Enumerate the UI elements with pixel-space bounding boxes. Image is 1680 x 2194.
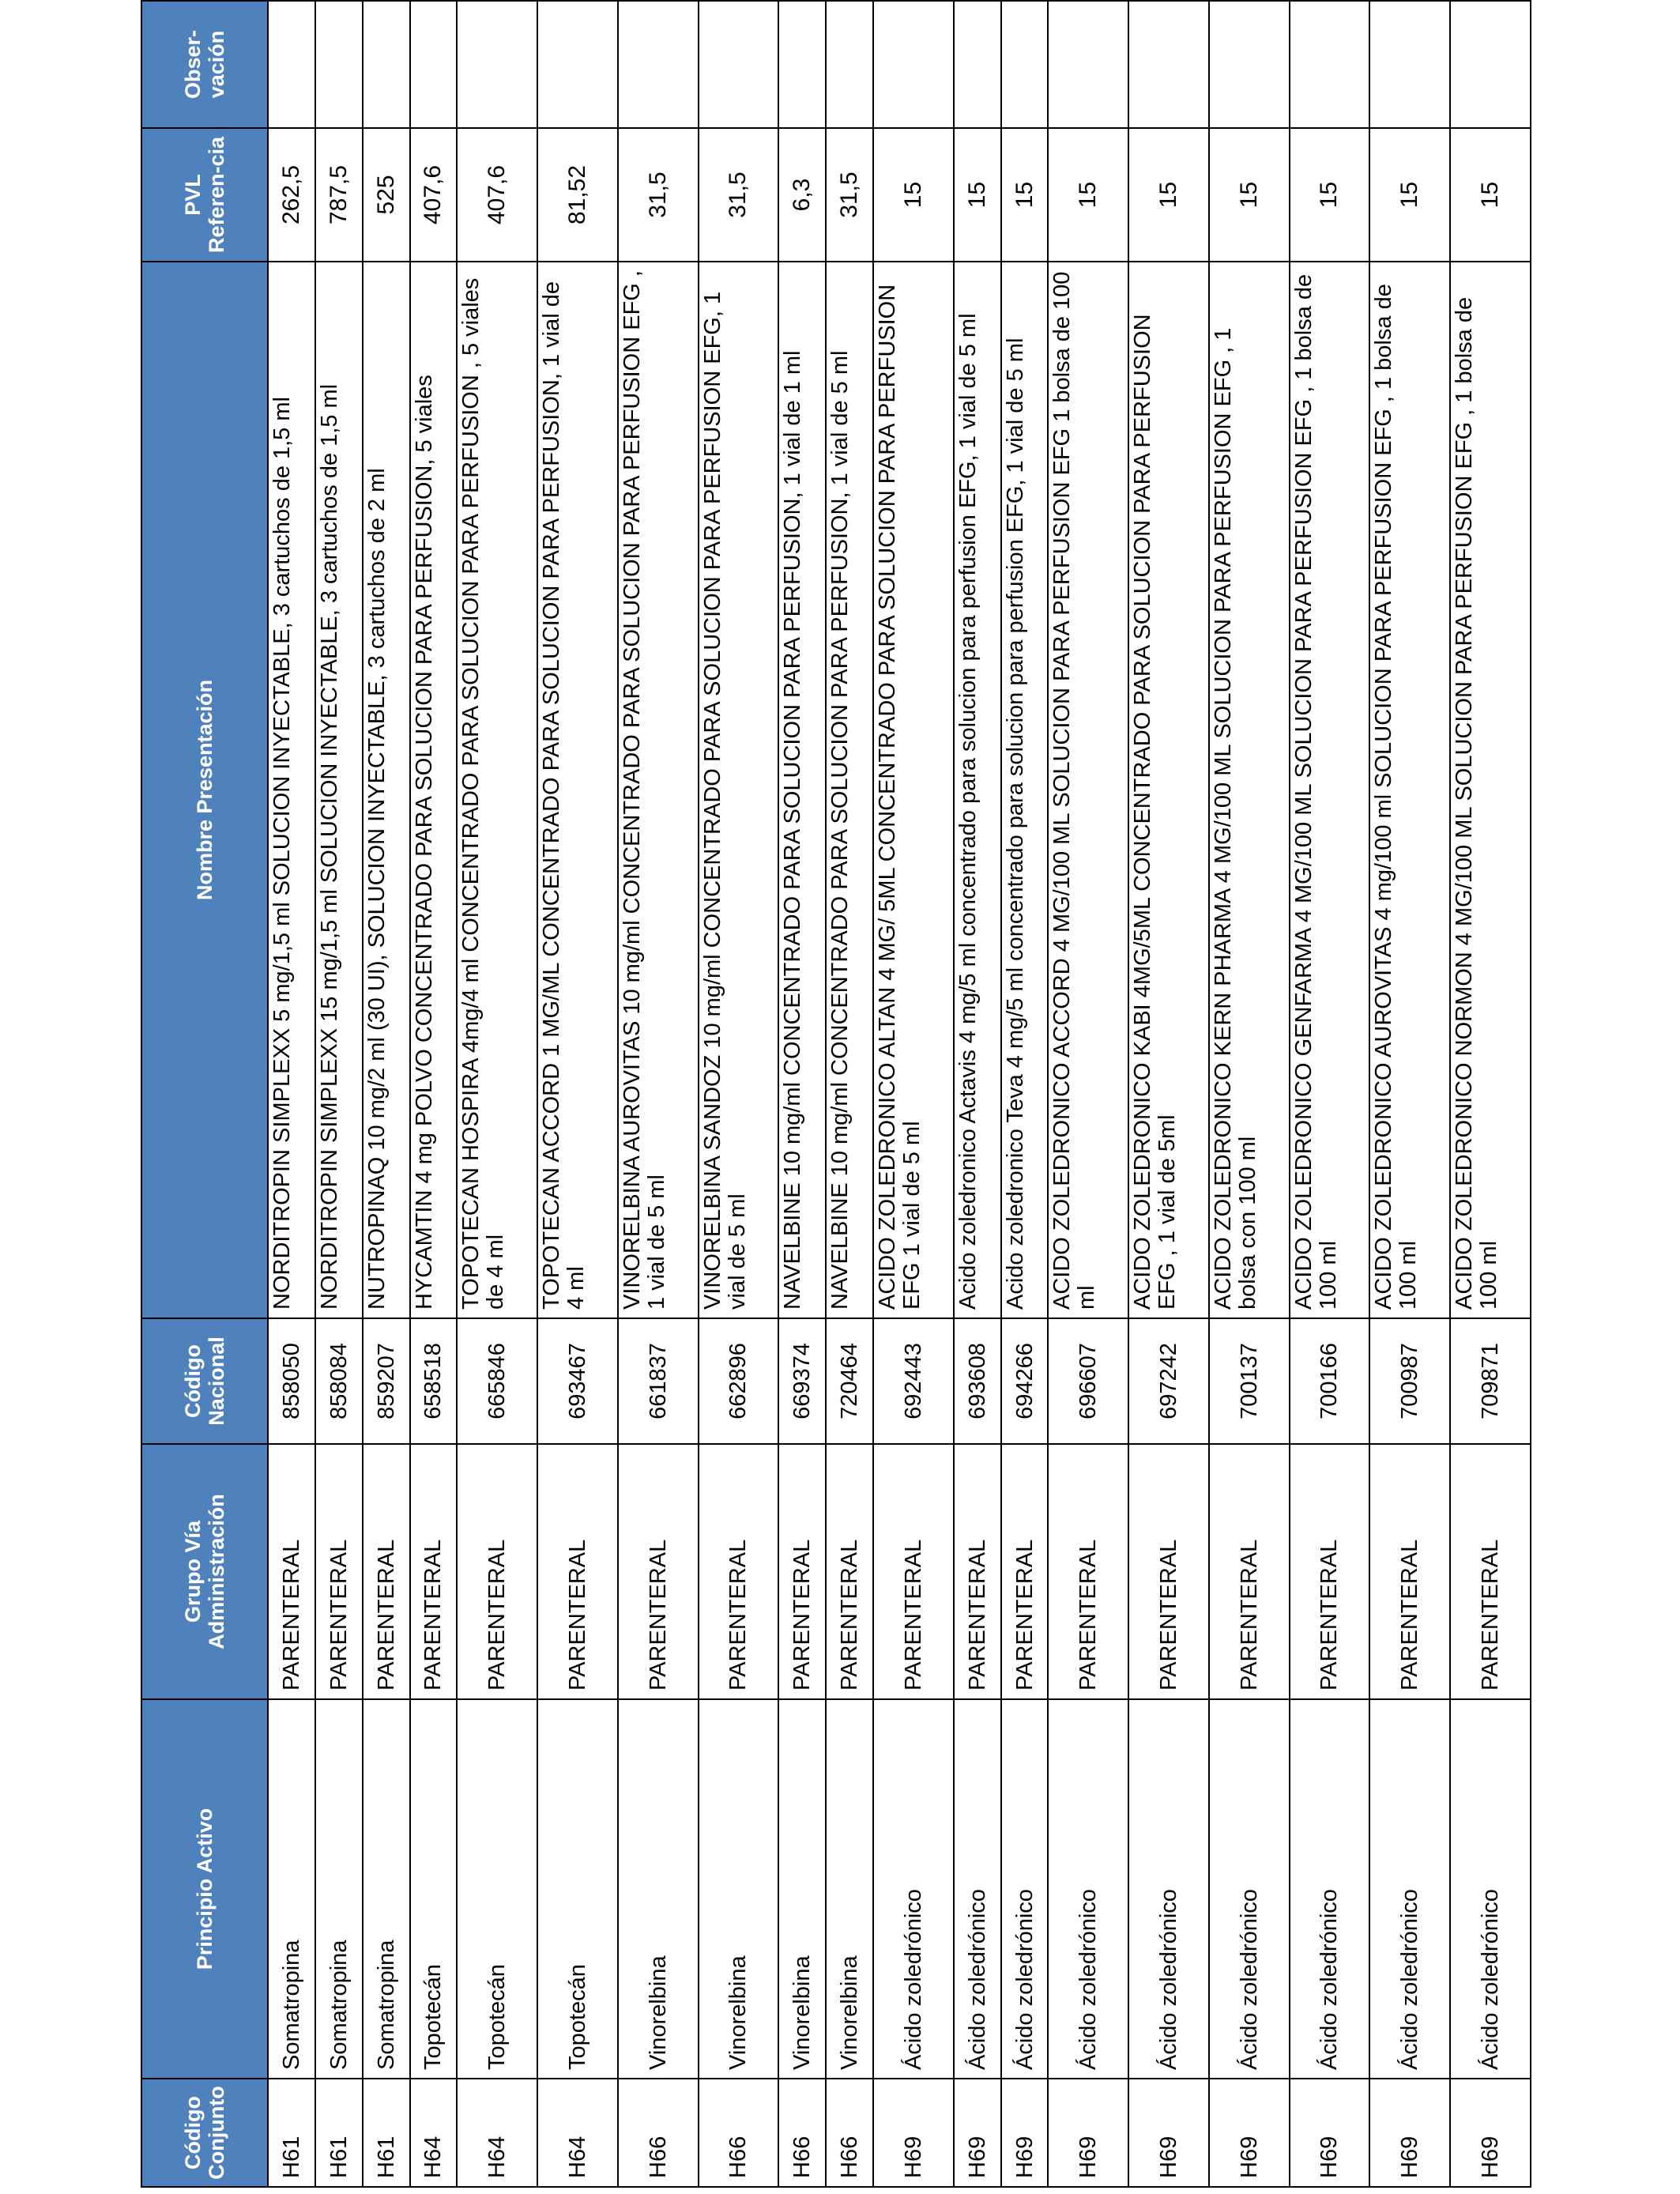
cell-principio-activo: Ácido zoledrónico bbox=[1048, 1699, 1128, 2079]
cell-grupo-via: PARENTERAL bbox=[1128, 1444, 1209, 1699]
cell-codigo-nacional: 658518 bbox=[410, 1318, 458, 1444]
cell-observacion bbox=[618, 1, 699, 128]
table-row bbox=[457, 1, 537, 2187]
cell-nombre-presentacion: NAVELBINE 10 mg/ml CONCENTRADO PARA SOLUCION PARA PERFUSION, 1 vial de 1 ml bbox=[778, 262, 826, 1318]
cell-codigo-nacional: 693467 bbox=[537, 1318, 618, 1444]
cell-pvl: 407,6 bbox=[410, 128, 458, 262]
table-row bbox=[873, 1, 954, 2187]
cell-nombre-presentacion: NORDITROPIN SIMPLEXX 5 mg/1,5 ml SOLUCION INYECTABLE, 3 cartuchos de 1,5 ml bbox=[268, 262, 315, 1318]
cell-grupo-via: PARENTERAL bbox=[315, 1444, 363, 1699]
cell-nombre-presentacion: ACIDO ZOLEDRONICO KABI 4MG/5ML CONCENTRADO PARA SOLUCION PARA PERFUSION EFG , 1 vial de 5ml bbox=[1128, 262, 1209, 1318]
table-row bbox=[363, 1, 410, 2187]
cell-principio-activo: Vinorelbina bbox=[778, 1699, 826, 2079]
header-principio-activo: Principio Activo bbox=[141, 1699, 268, 2079]
cell-codigo-conjunto: H64 bbox=[410, 2079, 458, 2187]
table-row bbox=[268, 1, 315, 2187]
cell-principio-activo: Somatropina bbox=[268, 1699, 315, 2079]
cell-principio-activo: Somatropina bbox=[363, 1699, 410, 2079]
cell-principio-activo: Ácido zoledrónico bbox=[1450, 1699, 1531, 2079]
cell-nombre-presentacion: Acido zoledronico Teva 4 mg/5 ml concentrado para solucion para perfusion EFG, 1 vial de 5 ml bbox=[1001, 262, 1049, 1318]
cell-principio-activo: Ácido zoledrónico bbox=[1369, 1699, 1450, 2079]
cell-grupo-via: PARENTERAL bbox=[1209, 1444, 1290, 1699]
table-row bbox=[1369, 1, 1450, 2187]
header-codigo-conjunto: Código Conjunto bbox=[141, 2079, 268, 2187]
cell-codigo-nacional: 858050 bbox=[268, 1318, 315, 1444]
header-nombre-presentacion: Nombre Presentación bbox=[141, 262, 268, 1318]
cell-observacion bbox=[778, 1, 826, 128]
cell-codigo-conjunto: H66 bbox=[826, 2079, 873, 2187]
cell-grupo-via: PARENTERAL bbox=[873, 1444, 954, 1699]
table-row bbox=[1290, 1, 1370, 2187]
header-grupo-via: Grupo Vía Administración bbox=[141, 1444, 268, 1699]
cell-codigo-nacional: 700987 bbox=[1369, 1318, 1450, 1444]
cell-codigo-conjunto: H64 bbox=[537, 2079, 618, 2187]
cell-grupo-via: PARENTERAL bbox=[537, 1444, 618, 1699]
cell-codigo-nacional: 700166 bbox=[1290, 1318, 1370, 1444]
cell-grupo-via: PARENTERAL bbox=[1369, 1444, 1450, 1699]
cell-observacion bbox=[537, 1, 618, 128]
cell-codigo-conjunto: H61 bbox=[315, 2079, 363, 2187]
header-pvl: PVL Referen-cia bbox=[141, 128, 268, 262]
cell-grupo-via: PARENTERAL bbox=[410, 1444, 458, 1699]
cell-nombre-presentacion: ACIDO ZOLEDRONICO ALTAN 4 MG/ 5ML CONCENTRADO PARA SOLUCION PARA PERFUSION EFG 1 vial de 5 ml bbox=[873, 262, 954, 1318]
cell-codigo-conjunto: H69 bbox=[873, 2079, 954, 2187]
table-row bbox=[1450, 1, 1531, 2187]
cell-pvl: 15 bbox=[1369, 128, 1450, 262]
cell-pvl: 31,5 bbox=[618, 128, 699, 262]
cell-nombre-presentacion: HYCAMTIN 4 mg POLVO CONCENTRADO PARA SOLUCION PARA PERFUSION, 5 viales bbox=[410, 262, 458, 1318]
cell-nombre-presentacion: NORDITROPIN SIMPLEXX 15 mg/1,5 ml SOLUCION INYECTABLE, 3 cartuchos de 1,5 ml bbox=[315, 262, 363, 1318]
cell-principio-activo: Ácido zoledrónico bbox=[1001, 1699, 1049, 2079]
cell-codigo-nacional: 697242 bbox=[1128, 1318, 1209, 1444]
cell-grupo-via: PARENTERAL bbox=[268, 1444, 315, 1699]
cell-principio-activo: Vinorelbina bbox=[699, 1699, 779, 2079]
cell-observacion bbox=[954, 1, 1001, 128]
cell-pvl: 15 bbox=[954, 128, 1001, 262]
cell-nombre-presentacion: ACIDO ZOLEDRONICO ACCORD 4 MG/100 ML SOLUCION PARA PERFUSION EFG 1 bolsa de 100 ml bbox=[1048, 262, 1128, 1318]
table-row bbox=[410, 1, 458, 2187]
cell-pvl: 31,5 bbox=[826, 128, 873, 262]
table-body bbox=[268, 1, 1531, 2187]
cell-codigo-conjunto: H66 bbox=[618, 2079, 699, 2187]
cell-observacion bbox=[1001, 1, 1049, 128]
cell-observacion bbox=[1128, 1, 1209, 128]
price-table bbox=[141, 0, 1531, 2188]
cell-codigo-nacional: 661837 bbox=[618, 1318, 699, 1444]
cell-codigo-nacional: 669374 bbox=[778, 1318, 826, 1444]
cell-codigo-conjunto: H69 bbox=[1128, 2079, 1209, 2187]
cell-nombre-presentacion: VINORELBINA AUROVITAS 10 mg/ml CONCENTRADO PARA SOLUCION PARA PERFUSION EFG , 1 vial de 5 ml bbox=[618, 262, 699, 1318]
cell-pvl: 15 bbox=[1048, 128, 1128, 262]
cell-codigo-conjunto: H69 bbox=[1209, 2079, 1290, 2187]
cell-pvl: 15 bbox=[1128, 128, 1209, 262]
cell-grupo-via: PARENTERAL bbox=[363, 1444, 410, 1699]
cell-observacion bbox=[1048, 1, 1128, 128]
cell-codigo-nacional: 696607 bbox=[1048, 1318, 1128, 1444]
cell-grupo-via: PARENTERAL bbox=[1290, 1444, 1370, 1699]
cell-grupo-via: PARENTERAL bbox=[699, 1444, 779, 1699]
table-row bbox=[954, 1, 1001, 2187]
cell-principio-activo: Ácido zoledrónico bbox=[954, 1699, 1001, 2079]
header-observacion: Obser-vación bbox=[141, 1, 268, 128]
table-row bbox=[699, 1, 779, 2187]
cell-principio-activo: Somatropina bbox=[315, 1699, 363, 2079]
table-row bbox=[618, 1, 699, 2187]
cell-codigo-conjunto: H66 bbox=[699, 2079, 779, 2187]
cell-codigo-conjunto: H61 bbox=[268, 2079, 315, 2187]
cell-nombre-presentacion: NAVELBINE 10 mg/ml CONCENTRADO PARA SOLUCION PARA PERFUSION, 1 vial de 5 ml bbox=[826, 262, 873, 1318]
cell-codigo-nacional: 720464 bbox=[826, 1318, 873, 1444]
cell-pvl: 262,5 bbox=[268, 128, 315, 262]
cell-nombre-presentacion: ACIDO ZOLEDRONICO AUROVITAS 4 mg/100 ml SOLUCION PARA PERFUSION EFG , 1 bolsa de 100 ml bbox=[1369, 262, 1450, 1318]
cell-codigo-nacional: 709871 bbox=[1450, 1318, 1531, 1444]
cell-codigo-nacional: 858084 bbox=[315, 1318, 363, 1444]
cell-principio-activo: Vinorelbina bbox=[618, 1699, 699, 2079]
cell-observacion bbox=[457, 1, 537, 128]
cell-codigo-nacional: 692443 bbox=[873, 1318, 954, 1444]
cell-principio-activo: Ácido zoledrónico bbox=[1290, 1699, 1370, 2079]
cell-observacion bbox=[315, 1, 363, 128]
cell-pvl: 15 bbox=[1290, 128, 1370, 262]
cell-codigo-nacional: 700137 bbox=[1209, 1318, 1290, 1444]
cell-nombre-presentacion: NUTROPINAQ 10 mg/2 ml (30 UI), SOLUCION INYECTABLE, 3 cartuchos de 2 ml bbox=[363, 262, 410, 1318]
cell-codigo-nacional: 694266 bbox=[1001, 1318, 1049, 1444]
cell-grupo-via: PARENTERAL bbox=[1001, 1444, 1049, 1699]
cell-principio-activo: Topotecán bbox=[457, 1699, 537, 2079]
cell-codigo-conjunto: H69 bbox=[954, 2079, 1001, 2187]
cell-principio-activo: Vinorelbina bbox=[826, 1699, 873, 2079]
cell-observacion bbox=[1209, 1, 1290, 128]
cell-grupo-via: PARENTERAL bbox=[457, 1444, 537, 1699]
table-row bbox=[1048, 1, 1128, 2187]
table-row bbox=[1128, 1, 1209, 2187]
table-row bbox=[1001, 1, 1049, 2187]
table-row bbox=[315, 1, 363, 2187]
cell-principio-activo: Topotecán bbox=[410, 1699, 458, 2079]
cell-codigo-nacional: 693608 bbox=[954, 1318, 1001, 1444]
cell-codigo-conjunto: H69 bbox=[1369, 2079, 1450, 2187]
cell-grupo-via: PARENTERAL bbox=[1048, 1444, 1128, 1699]
cell-pvl: 407,6 bbox=[457, 128, 537, 262]
cell-principio-activo: Ácido zoledrónico bbox=[873, 1699, 954, 2079]
cell-grupo-via: PARENTERAL bbox=[826, 1444, 873, 1699]
cell-grupo-via: PARENTERAL bbox=[618, 1444, 699, 1699]
cell-principio-activo: Ácido zoledrónico bbox=[1128, 1699, 1209, 2079]
cell-grupo-via: PARENTERAL bbox=[1450, 1444, 1531, 1699]
table-row bbox=[778, 1, 826, 2187]
header-codigo-nacional: Código Nacional bbox=[141, 1318, 268, 1444]
cell-pvl: 15 bbox=[1450, 128, 1531, 262]
cell-observacion bbox=[1450, 1, 1531, 128]
cell-observacion bbox=[1369, 1, 1450, 128]
cell-codigo-nacional: 665846 bbox=[457, 1318, 537, 1444]
cell-pvl: 525 bbox=[363, 128, 410, 262]
cell-codigo-conjunto: H69 bbox=[1048, 2079, 1128, 2187]
table-row bbox=[826, 1, 873, 2187]
cell-grupo-via: PARENTERAL bbox=[954, 1444, 1001, 1699]
cell-codigo-conjunto: H69 bbox=[1001, 2079, 1049, 2187]
cell-observacion bbox=[410, 1, 458, 128]
cell-nombre-presentacion: VINORELBINA SANDOZ 10 mg/ml CONCENTRADO PARA SOLUCION PARA PERFUSION EFG, 1 vial de 5 ml bbox=[699, 262, 779, 1318]
cell-codigo-conjunto: H66 bbox=[778, 2079, 826, 2187]
cell-pvl: 787,5 bbox=[315, 128, 363, 262]
cell-observacion bbox=[268, 1, 315, 128]
cell-pvl: 81,52 bbox=[537, 128, 618, 262]
cell-observacion bbox=[363, 1, 410, 128]
cell-pvl: 15 bbox=[1001, 128, 1049, 262]
cell-observacion bbox=[1290, 1, 1370, 128]
table-header bbox=[141, 1, 268, 2187]
cell-codigo-nacional: 662896 bbox=[699, 1318, 779, 1444]
cell-pvl: 6,3 bbox=[778, 128, 826, 262]
table-row bbox=[1209, 1, 1290, 2187]
cell-grupo-via: PARENTERAL bbox=[778, 1444, 826, 1699]
cell-observacion bbox=[826, 1, 873, 128]
cell-nombre-presentacion: Acido zoledronico Actavis 4 mg/5 ml concentrado para solucion para perfusion EFG, 1 vial de 5 ml bbox=[954, 262, 1001, 1318]
cell-principio-activo: Ácido zoledrónico bbox=[1209, 1699, 1290, 2079]
cell-nombre-presentacion: ACIDO ZOLEDRONICO KERN PHARMA 4 MG/100 ML SOLUCION PARA PERFUSION EFG , 1 bolsa con 100 ml bbox=[1209, 262, 1290, 1318]
cell-pvl: 15 bbox=[873, 128, 954, 262]
cell-nombre-presentacion: ACIDO ZOLEDRONICO GENFARMA 4 MG/100 ML SOLUCION PARA PERFUSION EFG , 1 bolsa de 100 ml bbox=[1290, 262, 1370, 1318]
cell-codigo-conjunto: H61 bbox=[363, 2079, 410, 2187]
table-row bbox=[537, 1, 618, 2187]
cell-nombre-presentacion: ACIDO ZOLEDRONICO NORMON 4 MG/100 ML SOLUCION PARA PERFUSION EFG , 1 bolsa de 100 ml bbox=[1450, 262, 1531, 1318]
cell-codigo-conjunto: H69 bbox=[1290, 2079, 1370, 2187]
cell-principio-activo: Topotecán bbox=[537, 1699, 618, 2079]
cell-nombre-presentacion: TOPOTECAN HOSPIRA 4mg/4 ml CONCENTRADO PARA SOLUCION PARA PERFUSION , 5 viales de 4 ml bbox=[457, 262, 537, 1318]
cell-pvl: 31,5 bbox=[699, 128, 779, 262]
cell-codigo-nacional: 859207 bbox=[363, 1318, 410, 1444]
cell-observacion bbox=[873, 1, 954, 128]
cell-pvl: 15 bbox=[1209, 128, 1290, 262]
cell-codigo-conjunto: H64 bbox=[457, 2079, 537, 2187]
cell-codigo-conjunto: H69 bbox=[1450, 2079, 1531, 2187]
cell-nombre-presentacion: TOPOTECAN ACCORD 1 MG/ML CONCENTRADO PARA SOLUCION PARA PERFUSION, 1 vial de 4 ml bbox=[537, 262, 618, 1318]
cell-observacion bbox=[699, 1, 779, 128]
